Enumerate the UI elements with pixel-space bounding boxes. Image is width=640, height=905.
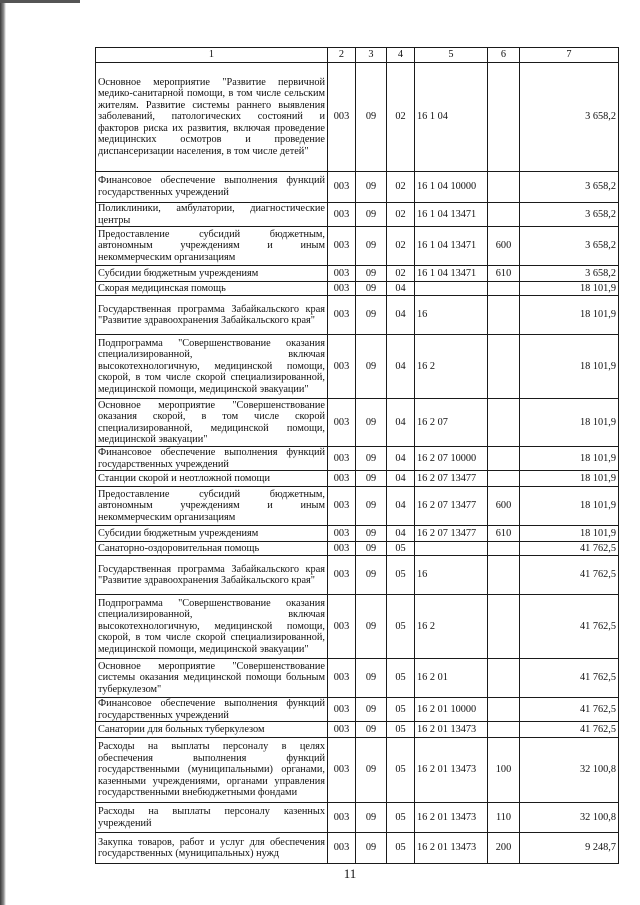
- row-name: Государственная программа Забайкальского края "Развитие здравоохранения Забайкальского края": [96, 556, 328, 595]
- row-code: 003: [328, 296, 356, 335]
- row-vr: [488, 556, 520, 595]
- row-subsection: 04: [387, 399, 415, 447]
- row-vr: 600: [488, 487, 520, 526]
- row-code: 003: [328, 282, 356, 296]
- row-name: Финансовое обеспечение выполнения функций государственных учреждений: [96, 172, 328, 203]
- row-subsection: 04: [387, 487, 415, 526]
- row-section: 09: [356, 738, 387, 803]
- page-number: 11: [343, 866, 357, 881]
- table-row: [96, 447, 619, 471]
- table-row: [96, 487, 619, 526]
- row-name: Закупка товаров, работ и услуг для обеспечения государственных (муниципальных) нужд: [96, 833, 328, 864]
- row-amount: 41 762,5: [520, 722, 619, 738]
- row-vr: [488, 63, 520, 172]
- row-name: Подпрограмма "Совершенствование оказания специализированной, включая высокотехнологичную, медицинской помощи, скорой, в том числе скорой специализированной, медицинской помощи, медицинской эвакуации": [96, 595, 328, 659]
- row-section: 09: [356, 526, 387, 542]
- budget-table: [95, 47, 619, 864]
- table-row: [96, 63, 619, 172]
- row-amount: 3 658,2: [520, 63, 619, 172]
- row-code: 003: [328, 266, 356, 282]
- row-amount: 18 101,9: [520, 471, 619, 487]
- row-amount: 18 101,9: [520, 526, 619, 542]
- row-subsection: 05: [387, 722, 415, 738]
- row-vr: [488, 722, 520, 738]
- table-row: [96, 698, 619, 722]
- row-target: 16 2 07 13477: [415, 471, 488, 487]
- row-subsection: 02: [387, 266, 415, 282]
- row-section: 09: [356, 659, 387, 698]
- table-row: [96, 335, 619, 399]
- row-section: 09: [356, 803, 387, 833]
- row-vr: [488, 203, 520, 227]
- row-vr: [488, 595, 520, 659]
- row-amount: 41 762,5: [520, 659, 619, 698]
- row-amount: 41 762,5: [520, 595, 619, 659]
- row-target: 16: [415, 296, 488, 335]
- row-subsection: 02: [387, 203, 415, 227]
- row-amount: 41 762,5: [520, 556, 619, 595]
- row-subsection: 04: [387, 282, 415, 296]
- row-subsection: 04: [387, 447, 415, 471]
- row-code: 003: [328, 172, 356, 203]
- row-subsection: 05: [387, 833, 415, 864]
- row-section: 09: [356, 282, 387, 296]
- row-target: 16 2 01 13473: [415, 722, 488, 738]
- table-row: [96, 595, 619, 659]
- row-vr: [488, 471, 520, 487]
- row-target: 16 1 04 10000: [415, 172, 488, 203]
- scan-edge: [0, 0, 6, 905]
- header-cell-section: 3: [356, 48, 387, 63]
- row-code: 003: [328, 698, 356, 722]
- row-name: Санатории для больных туберкулезом: [96, 722, 328, 738]
- row-code: 003: [328, 447, 356, 471]
- row-vr: 110: [488, 803, 520, 833]
- row-code: 003: [328, 659, 356, 698]
- row-amount: 3 658,2: [520, 266, 619, 282]
- row-target: 16 2: [415, 335, 488, 399]
- row-vr: [488, 542, 520, 556]
- row-code: 003: [328, 556, 356, 595]
- row-code: 003: [328, 738, 356, 803]
- row-vr: 100: [488, 738, 520, 803]
- row-name: Подпрограмма "Совершенствование оказания специализированной, включая высокотехнологичную, медицинской помощи, скорой, в том числе скорой специализированной, медицинской помощи, медицинской эвакуации": [96, 335, 328, 399]
- row-name: Основное мероприятие "Совершенствование системы оказания медицинской помощи больным туберкулезом": [96, 659, 328, 698]
- table-row: [96, 738, 619, 803]
- row-amount: 32 100,8: [520, 738, 619, 803]
- table-row: [96, 227, 619, 266]
- scan-edge-top: [0, 0, 80, 3]
- header-cell-code: 2: [328, 48, 356, 63]
- table-row: [96, 526, 619, 542]
- row-section: 09: [356, 487, 387, 526]
- row-vr: [488, 296, 520, 335]
- table-row: [96, 471, 619, 487]
- row-subsection: 04: [387, 526, 415, 542]
- row-code: 003: [328, 203, 356, 227]
- row-name: Финансовое обеспечение выполнения функций государственных учреждений: [96, 698, 328, 722]
- row-target: 16 2 01 13473: [415, 833, 488, 864]
- row-vr: [488, 172, 520, 203]
- row-amount: 18 101,9: [520, 282, 619, 296]
- row-target: 16 2 07 13477: [415, 487, 488, 526]
- row-target: 16 2: [415, 595, 488, 659]
- table-body: [96, 63, 619, 864]
- header-cell-subsection: 4: [387, 48, 415, 63]
- row-code: 003: [328, 487, 356, 526]
- row-vr: 200: [488, 833, 520, 864]
- row-subsection: 05: [387, 803, 415, 833]
- row-name: Субсидии бюджетным учреждениям: [96, 266, 328, 282]
- row-subsection: 05: [387, 659, 415, 698]
- row-code: 003: [328, 63, 356, 172]
- row-name: Предоставление субсидий бюджетным, автономным учреждениям и иным некоммерческим организациям: [96, 487, 328, 526]
- row-amount: 41 762,5: [520, 542, 619, 556]
- row-vr: [488, 282, 520, 296]
- table-row: [96, 803, 619, 833]
- row-name: Предоставление субсидий бюджетным, автономным учреждениям и иным некоммерческим организациям: [96, 227, 328, 266]
- row-amount: 3 658,2: [520, 203, 619, 227]
- row-target: [415, 282, 488, 296]
- row-name: Станции скорой и неотложной помощи: [96, 471, 328, 487]
- row-subsection: 05: [387, 698, 415, 722]
- header-cell-amount: 7: [520, 48, 619, 63]
- row-name: Финансовое обеспечение выполнения функций государственных учреждений: [96, 447, 328, 471]
- header-cell-target: 5: [415, 48, 488, 63]
- row-target: 16 2 07: [415, 399, 488, 447]
- table-row: [96, 556, 619, 595]
- row-name: Основное мероприятие "Развитие первичной медико-санитарной помощи, в том числе сельским жителям. Развитие системы раннего выявления заболеваний, патологических состояний и факторов риска их развития, включая проведение медицинских осмотров и проведение диспансеризации населения, в том числе детей": [96, 63, 328, 172]
- row-target: 16 1 04 13471: [415, 227, 488, 266]
- header-row: [96, 48, 619, 63]
- table-row: [96, 282, 619, 296]
- row-code: 003: [328, 595, 356, 659]
- row-name: Скорая медицинская помощь: [96, 282, 328, 296]
- row-subsection: 05: [387, 738, 415, 803]
- row-target: 16 2 07 10000: [415, 447, 488, 471]
- row-name: Государственная программа Забайкальского края "Развитие здравоохранения Забайкальского края": [96, 296, 328, 335]
- row-subsection: 05: [387, 595, 415, 659]
- row-section: 09: [356, 722, 387, 738]
- row-vr: [488, 447, 520, 471]
- header-cell-vr: 6: [488, 48, 520, 63]
- row-vr: 610: [488, 266, 520, 282]
- row-amount: 18 101,9: [520, 335, 619, 399]
- row-section: 09: [356, 172, 387, 203]
- row-section: 09: [356, 266, 387, 282]
- row-code: 003: [328, 227, 356, 266]
- row-section: 09: [356, 447, 387, 471]
- row-vr: [488, 399, 520, 447]
- row-code: 003: [328, 722, 356, 738]
- table-row: [96, 659, 619, 698]
- row-subsection: 04: [387, 335, 415, 399]
- row-target: 16 2 07 13477: [415, 526, 488, 542]
- row-code: 003: [328, 335, 356, 399]
- row-amount: 3 658,2: [520, 172, 619, 203]
- row-vr: 600: [488, 227, 520, 266]
- row-name: Субсидии бюджетным учреждениям: [96, 526, 328, 542]
- row-target: 16 2 01: [415, 659, 488, 698]
- row-code: 003: [328, 833, 356, 864]
- row-subsection: 02: [387, 63, 415, 172]
- row-section: 09: [356, 542, 387, 556]
- row-target: 16 2 01 13473: [415, 738, 488, 803]
- row-code: 003: [328, 471, 356, 487]
- row-section: 09: [356, 335, 387, 399]
- row-section: 09: [356, 595, 387, 659]
- row-section: 09: [356, 698, 387, 722]
- row-target: 16: [415, 556, 488, 595]
- row-subsection: 04: [387, 296, 415, 335]
- row-section: 09: [356, 203, 387, 227]
- row-vr: 610: [488, 526, 520, 542]
- row-vr: [488, 659, 520, 698]
- row-amount: 18 101,9: [520, 447, 619, 471]
- row-target: 16 1 04 13471: [415, 266, 488, 282]
- row-code: 003: [328, 399, 356, 447]
- table-row: [96, 399, 619, 447]
- row-section: 09: [356, 63, 387, 172]
- table-row: [96, 542, 619, 556]
- row-name: Поликлиники, амбулатории, диагностические центры: [96, 203, 328, 227]
- header-cell-name: 1: [96, 48, 328, 63]
- row-code: 003: [328, 526, 356, 542]
- row-name: Расходы на выплаты персоналу в целях обеспечения выполнения функций государственными (муниципальными) органами, казенными учреждениями, органами управления государственными внебюджетными фондами: [96, 738, 328, 803]
- row-code: 003: [328, 803, 356, 833]
- row-section: 09: [356, 296, 387, 335]
- row-name: Расходы на выплаты персоналу казенных учреждений: [96, 803, 328, 833]
- row-section: 09: [356, 833, 387, 864]
- row-subsection: 05: [387, 542, 415, 556]
- row-vr: [488, 698, 520, 722]
- table-row: [96, 266, 619, 282]
- row-name: Основное мероприятие "Совершенствование оказания скорой, в том числе скорой специализированной, медицинской помощи, медицинской эвакуации": [96, 399, 328, 447]
- table-row: [96, 296, 619, 335]
- row-target: 16 1 04 13471: [415, 203, 488, 227]
- row-section: 09: [356, 399, 387, 447]
- row-amount: 3 658,2: [520, 227, 619, 266]
- row-amount: 18 101,9: [520, 296, 619, 335]
- row-amount: 9 248,7: [520, 833, 619, 864]
- row-name: Санаторно-оздоровительная помощь: [96, 542, 328, 556]
- row-subsection: 04: [387, 471, 415, 487]
- row-target: 16 1 04: [415, 63, 488, 172]
- row-section: 09: [356, 227, 387, 266]
- table-row: [96, 172, 619, 203]
- row-vr: [488, 335, 520, 399]
- row-amount: 41 762,5: [520, 698, 619, 722]
- table-row: [96, 203, 619, 227]
- row-target: 16 2 01 10000: [415, 698, 488, 722]
- row-section: 09: [356, 556, 387, 595]
- table-row: [96, 833, 619, 864]
- row-section: 09: [356, 471, 387, 487]
- row-code: 003: [328, 542, 356, 556]
- row-target: 16 2 01 13473: [415, 803, 488, 833]
- row-target: [415, 542, 488, 556]
- row-subsection: 02: [387, 227, 415, 266]
- table-row: [96, 722, 619, 738]
- row-subsection: 02: [387, 172, 415, 203]
- row-subsection: 05: [387, 556, 415, 595]
- row-amount: 18 101,9: [520, 487, 619, 526]
- row-amount: 32 100,8: [520, 803, 619, 833]
- row-amount: 18 101,9: [520, 399, 619, 447]
